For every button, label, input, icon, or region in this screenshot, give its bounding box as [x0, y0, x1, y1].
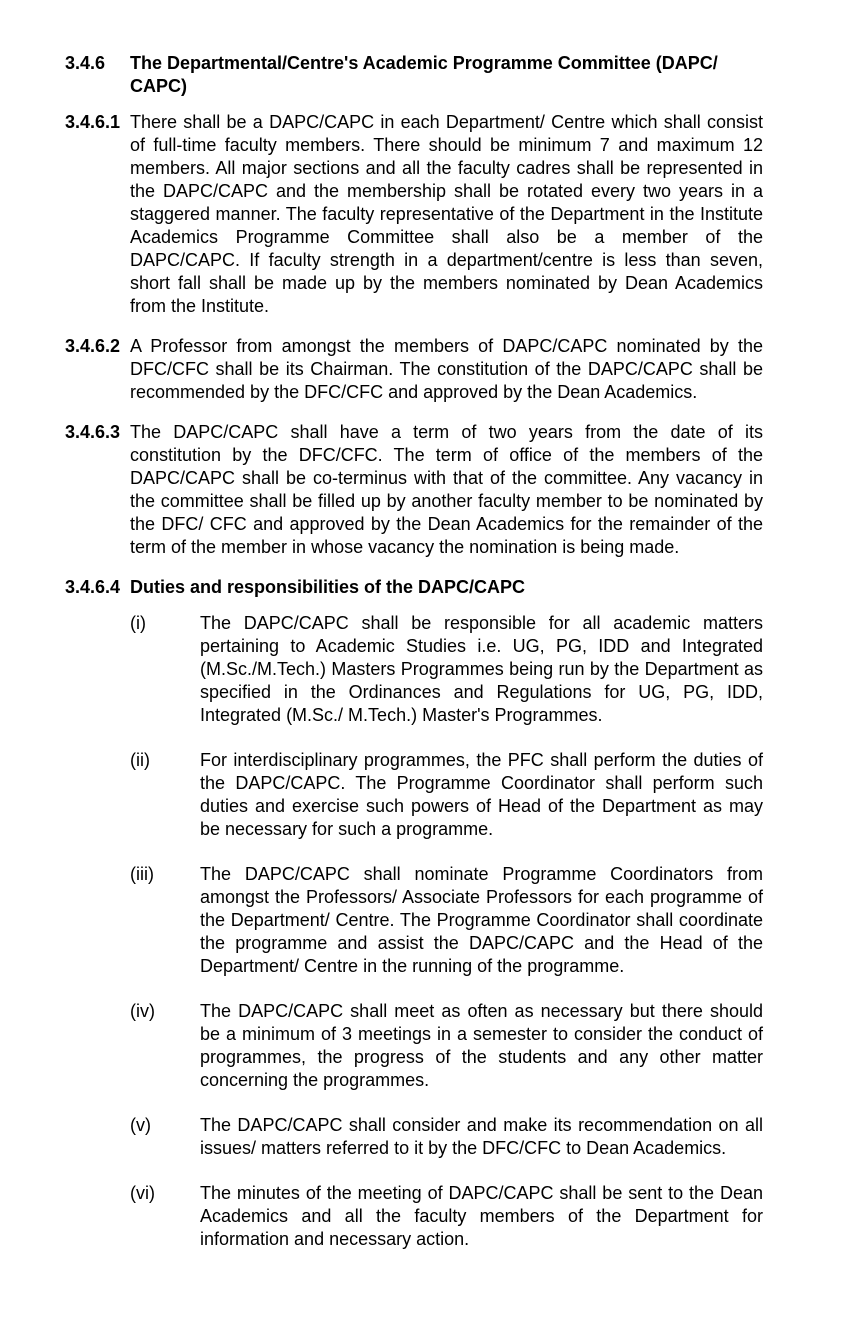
duty-row [130, 1000, 763, 1092]
duty-row [130, 1114, 763, 1160]
duty-marker: (vi) [130, 1183, 155, 1203]
clause-row [65, 421, 763, 559]
clause-number: 3.4.6.1 [65, 112, 121, 132]
duty-text: The DAPC/CAPC shall be responsible for all academic matters pertaining to Academic Studies i.e. UG, PG, IDD and Integrated (M.Sc./M.Tech.) Masters Programmes being run by the Department as specified in the Ordinances and Regulations for UG, PG, IDD, Integrated (M.Sc./ M.Tech.) Master's Programmes. [200, 613, 763, 725]
duty-text: The minutes of the meeting of DAPC/CAPC shall be sent to the Dean Academics and all the faculty members of the Department for information and necessary action. [200, 1183, 763, 1249]
duty-row [130, 1182, 763, 1251]
clause-text: A Professor from amongst the members of DAPC/CAPC nominated by the DFC/CFC shall be its Chairman. The constitution of the DAPC/CAPC shall be recommended by the DFC/CFC and approved by the Dean Academics. [130, 336, 763, 402]
clause-row [65, 335, 763, 404]
duty-marker: (i) [130, 613, 146, 633]
subsection-title: Duties and responsibilities of the DAPC/CAPC [130, 577, 526, 597]
section-number: 3.4.6 [65, 53, 106, 73]
clause-row [65, 111, 763, 318]
duty-marker: (v) [130, 1115, 151, 1135]
duty-text: The DAPC/CAPC shall nominate Programme Coordinators from amongst the Professors/ Associate Professors for each programme of the Department/ Centre. The Programme Coordinator shall coordinate the programme and assist the DAPC/CAPC and the Head of the Department/ Centre in the running of the programme. [200, 864, 763, 976]
duty-row [130, 863, 763, 978]
duty-text: The DAPC/CAPC shall meet as often as necessary but there should be a minimum of 3 meetings in a semester to consider the conduct of programmes, the progress of the students and any other matter concerning the programmes. [200, 1001, 763, 1090]
duty-row [130, 612, 763, 727]
duty-row [130, 749, 763, 841]
duty-text: The DAPC/CAPC shall consider and make its recommendation on all issues/ matters referred to it by the DFC/CFC to Dean Academics. [200, 1115, 763, 1158]
section-heading-row [65, 52, 763, 98]
section-title: The Departmental/Centre's Academic Programme Committee (DAPC/ CAPC) [130, 53, 718, 96]
clause-number: 3.4.6.3 [65, 422, 121, 442]
duty-marker: (ii) [130, 750, 150, 770]
clause-text: The DAPC/CAPC shall have a term of two years from the date of its constitution by the DFC/CFC. The term of office of the members of the DAPC/CAPC shall be co-terminus with that of the committee. Any vacancy in the committee shall be filled up by another faculty member to be nominated by the DFC/ CFC and approved by the Dean Academics for the remainder of the term of the member in whose vacancy the nomination is being made. [130, 422, 763, 557]
clause-number: 3.4.6.2 [65, 336, 121, 356]
duty-marker: (iii) [130, 864, 154, 884]
clause-text: There shall be a DAPC/CAPC in each Department/ Centre which shall consist of full-time faculty members. There should be minimum 7 and maximum 12 members. All major sections and all the faculty cadres shall be represented in the DAPC/CAPC and the membership shall be rotated every two years in a staggered manner. The faculty representative of the Department in the Institute Academics Programme Committee shall also be a member of the DAPC/CAPC. If faculty strength in a department/centre is less than seven, short fall shall be made up by the members nominated by Dean Academics from the Institute. [130, 112, 763, 316]
subsection-number: 3.4.6.4 [65, 577, 121, 597]
duty-text: For interdisciplinary programmes, the PFC shall perform the duties of the DAPC/CAPC. The Programme Coordinator shall perform such duties and exercise such powers of Head of the Department as may be necessary for such a programme. [200, 750, 763, 839]
subsection-heading-row [65, 576, 763, 599]
duty-marker: (iv) [130, 1001, 155, 1021]
